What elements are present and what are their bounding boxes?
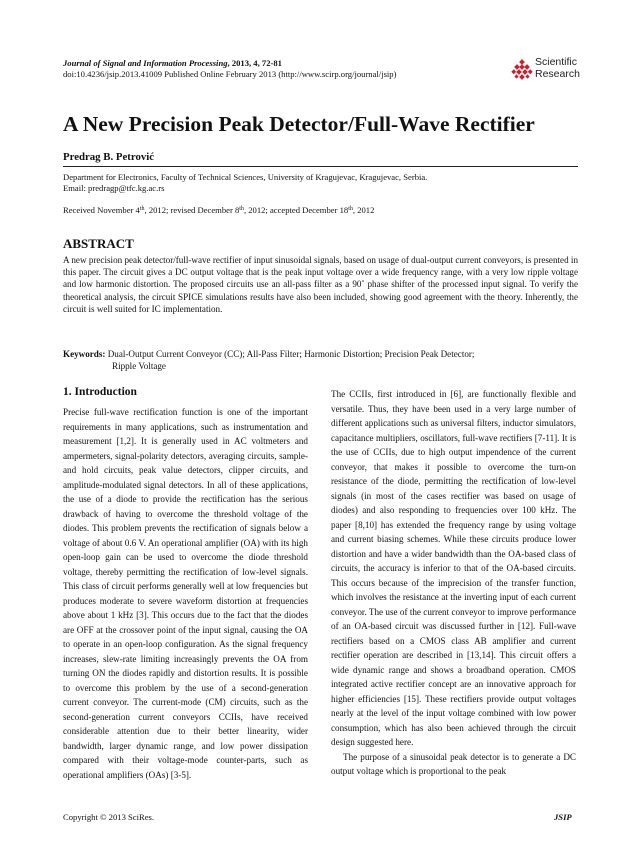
author-affiliation: Department for Electronics, Faculty of Technical Sciences, University of Kragujevac, Kragujevac, Serbia. <box>63 172 428 182</box>
intro-paragraph-3: The purpose of a sinusoidal peak detector is to generate a DC output voltage which is proportional to the peak <box>331 751 576 776</box>
logo-line-1: Scientific <box>535 56 578 68</box>
ordinal-suffix: th <box>239 206 244 212</box>
received-dates <box>63 205 374 217</box>
author-divider <box>63 166 578 167</box>
journal-citation <box>63 58 282 69</box>
ordinal-suffix: th <box>348 206 353 212</box>
logo-line-2: Research <box>535 67 580 80</box>
publisher-logo-icon <box>511 59 533 81</box>
left-column <box>63 405 308 782</box>
journal-volume: , 2013, 4, 72-81 <box>227 58 282 68</box>
paper-author: Predrag B. Petrović <box>63 151 155 163</box>
abstract-heading: ABSTRACT <box>63 236 134 251</box>
scientific-research-logo <box>511 57 591 85</box>
year-text: , 2012 <box>352 205 375 215</box>
abstract-body: A new precision peak detector/full-wave rectifier of input sinusoidal signals, based on usage of dual-output current conveyors, is presented in this paper. The circuit gives a DC output voltage that is the peak input voltage over a wide frequency range, with a very low ripple voltage and low harmonic distortion. The proposed circuits use an all-pass filter as a 90˚ phase shifter of the processed input signal. To verify the theoretical analysis, the circuit SPICE simulations results have also been included, showing good agreement with the theory. Inherently, the circuit is well suited for IC implementation. <box>63 255 578 314</box>
keywords-line-1: Dual-Output Current Conveyor (CC); All-Pass Filter; Harmonic Distortion; Precision Peak Detector; <box>107 349 475 359</box>
paper-title: A New Precision Peak Detector/Full-Wave Rectifier <box>63 112 535 136</box>
journal-name: Journal of Signal and Information Processing <box>63 58 228 68</box>
received-text: Received November 4 <box>63 205 140 215</box>
right-column <box>331 387 576 779</box>
section-heading-introduction: 1. Introduction <box>63 386 137 398</box>
keywords-label: Keywords: <box>63 349 106 359</box>
accepted-text: , 2012; accepted December 18 <box>243 205 349 215</box>
intro-paragraph-1: Precise full-wave rectification function is one of the important requirements in many applications, such as instrumentation and measurement [1,2]. It is generally used in AC voltmeters and ampermeters, signal-polarity detectors, averaging circuits, sample-and hold circuits, peak value detectors, clipper circuits, and amplitude-modulated signal detectors. In all of these applications, the use of a diode to provide the rectification has the serious drawback of having to overcome the threshold voltage of the diodes. This problem prevents the rectification of signals below a voltage of about 0.6 V. An operational amplifier (OA) with its high open-loop gain can be used to overcome the diode threshold voltage, thereby permitting the rectification of low-level signals. This class of circuit performs generally well at low frequencies but produces moderate to severe waveform distortion at frequencies above about 1 kHz [3]. This occurs due to the fact that the diodes are OFF at the crossover point of the input signal, causing the OA to operate in an open-loop configuration. As the signal frequency increases, slew-rate limiting increasingly prevents the OA from turning ON the diodes rapidly and distortion results. It is possible to overcome this problem by the use of a second-generation current conveyor. The current-mode (CM) circuits, such as the second-generation current conveyors CCIIs, have received considerable attention due to their better linearity, wider bandwidth, larger dynamic range, and low power dissipation compared with their voltage-mode counter-parts, such as operational amplifiers (OAs) [3-5]. <box>63 407 308 780</box>
ordinal-suffix: th <box>139 206 145 212</box>
keywords <box>63 348 578 372</box>
revised-text: , 2012; revised December 8 <box>144 205 240 215</box>
logo-text <box>535 57 580 80</box>
keywords-line-2: Ripple Voltage <box>112 361 166 372</box>
author-email: Email: predragp@tfc.kg.ac.rs <box>63 183 165 193</box>
footer-copyright: Copyright © 2013 SciRes. <box>63 812 155 822</box>
intro-paragraph-2: The CCIIs, first introduced in [6], are functionally flexible and versatile. Thus, they have been used in a very large number of different applications such as universal filters, inductor simulators, capacitance multipliers, oscillators, full-wave rectifiers [7-11]. It is the use of CCIIs, due to high output impendence of the current conveyor, that makes it possible to overcome the turn-on resistance of the diode, permitting the rectification of low-level signals (in most of the cases rectifier was based on usage of diodes) and also responding to frequencies over 100 kHz. The paper [8,10] has extended the frequency range by using voltage and current biasing schemes. While these circuits produce lower distortion and have a wider bandwidth than the OA-based class of circuits, the accuracy is inferior to that of the OA-based circuits. This occurs because of the imprecision of the transfer function, which involves the resistance at the inverting input of each current conveyor. The use of the current conveyor to improve performance of an OA-based circuit was discussed further in [12]. Full-wave rectifiers based on a CMOS class AB amplifier and current rectifier operation are described in [13,14]. This circuit offers a wide dynamic range and shows a broadband operation. CMOS integrated active rectifier concept are an innovative approach for higher efficiencies [15]. These rectifiers provide output voltages nearly at the level of the input voltage combined with low power consumption, which has also been achieved through the circuit design suggested here. <box>331 389 576 747</box>
doi-line: doi:10.4236/jsip.2013.41009 Published Online February 2013 (http://www.scirp.org/journal/jsip) <box>63 69 397 79</box>
footer-journal-abbr: JSIP <box>554 812 572 822</box>
